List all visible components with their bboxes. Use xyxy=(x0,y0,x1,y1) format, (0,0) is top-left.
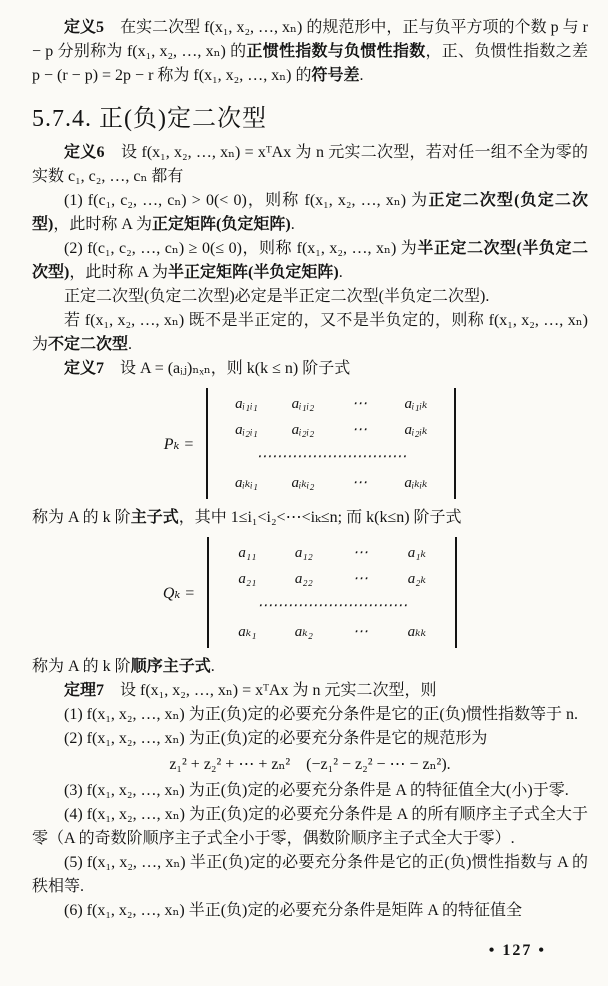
matrix-cell: a₁ₖ xyxy=(407,545,426,561)
matrix-qk-determinant xyxy=(207,537,457,648)
text-run: 正定矩阵(负定矩阵) xyxy=(152,216,291,233)
matrix-cell: ⋯ xyxy=(351,422,367,439)
paragraph-definition-6 xyxy=(32,141,588,189)
matrix-row xyxy=(219,619,445,645)
matrix-cell: ⋯ xyxy=(351,396,367,412)
text-run: (1) f(x₁, x₂, …, xₙ) 为正(负)定的必要充分条件是它的正(负)惯性指数等于 n. xyxy=(64,706,579,723)
text-run: 设 f(x₁, x₂, …, xₙ) = xᵀAx 为 n 元实二次型，则 xyxy=(104,682,437,699)
matrix-cell: ⋯ xyxy=(351,474,367,491)
matrix-qk-label: Qₖ = xyxy=(162,584,196,602)
text-run: 符号差 xyxy=(311,67,360,84)
paragraph-theorem-7 xyxy=(32,679,588,703)
matrix-cell: aᵢₖᵢ₁ xyxy=(234,474,258,491)
text-run: . xyxy=(128,336,133,353)
text-run: (3) f(x₁, x₂, …, xₙ) 为正(负)定的必要充分条件是 A 的特征值全大(小)于零. xyxy=(64,782,569,799)
matrix-qk-block xyxy=(32,537,588,648)
matrix-row xyxy=(219,566,445,592)
matrix-cell: a₂ₖ xyxy=(407,571,426,588)
paragraph-definition-5 xyxy=(32,16,588,88)
matrix-row xyxy=(218,417,444,443)
theorem-7-item-3 xyxy=(32,779,588,803)
matrix-cell: aₖ₂ xyxy=(294,623,313,640)
matrix-cell: ⋯ xyxy=(352,545,368,561)
text-run: 正定二次型(负定二次型) xyxy=(32,192,588,233)
text-run: ，正、负惯性指数之差 p − (r − p) = 2p − r 称为 f(x₁, x₂, …, xₙ) 的 xyxy=(32,43,588,84)
text-run: (2) f(c₁, c₂, …, cₙ) ≥ 0(≤ 0)，则称 f(x₁, x₂, …, xₙ) 为 xyxy=(64,240,418,257)
text-run: 顺序主子式 xyxy=(130,658,211,675)
text-run: (2) f(x₁, x₂, …, xₙ) 为正(负)定的必要充分条件是它的规范形为 xyxy=(64,730,488,747)
text-run: 设 A = (aᵢⱼ)ₙₓₙ，则 k(k ≤ n) 阶子式 xyxy=(104,360,351,377)
matrix-cell: aᵢ₁ᵢₖ xyxy=(404,396,428,412)
matrix-pk-label: Pₖ = xyxy=(163,435,195,453)
matrix-cell: aᵢₖᵢ₂ xyxy=(291,474,315,491)
definition-6-item-2 xyxy=(32,237,588,285)
text-run: . xyxy=(210,658,215,675)
text-run: 正定二次型(负定二次型)必定是半正定二次型(半负定二次型). xyxy=(64,288,490,305)
matrix-cell: aₖₖ xyxy=(407,623,427,640)
matrix-cell: aᵢ₂ᵢ₁ xyxy=(235,422,258,439)
matrix-row xyxy=(218,470,444,496)
theorem-7-item-1 xyxy=(32,703,588,727)
page-number: • 127 • xyxy=(488,942,546,959)
matrix-cell: a₁₂ xyxy=(294,545,313,561)
matrix-row xyxy=(218,444,444,470)
text-run: 定理7 xyxy=(64,682,105,699)
text-run: 定义5 xyxy=(64,19,105,36)
text-run: 主子式 xyxy=(130,509,179,526)
text-run: 若 f(x₁, x₂, …, xₙ) 既不是半正定的，又不是半负定的，则称 f(x₁, x₂, …, xₙ) 为 xyxy=(32,312,588,353)
section-heading: 5.7.4. 正(负)定二次型 xyxy=(32,106,267,132)
text-run: 在实二次型 f(x₁, x₂, …, xₙ) 的规范形中，正与负平方项的个数 p 与 r − p 分别称为 f(x₁, x₂, …, xₙ) 的 xyxy=(32,19,588,60)
matrix-cell: aᵢₖᵢₖ xyxy=(404,474,428,491)
definition-6-item-1 xyxy=(32,189,588,237)
matrix-cell: ⋯ xyxy=(352,571,368,588)
text-run: ，此时称 A 为 xyxy=(69,264,169,281)
text-run: . xyxy=(359,67,364,84)
paragraph-indefinite xyxy=(32,309,588,357)
text-run: (6) f(x₁, x₂, …, xₙ) 半正(负)定的必要充分条件是矩阵 A 的特征值全 xyxy=(64,902,523,919)
matrix-cell: aᵢ₂ᵢ₂ xyxy=(291,422,315,439)
matrix-cell: ⋯⋯⋯⋯⋯⋯⋯⋯⋯⋯ xyxy=(256,448,407,465)
theorem-7-item-6 xyxy=(32,899,588,923)
text-run: ，其中 1≤i₁<i₂<⋯<iₖ≤n; 而 k(k≤n) 阶子式 xyxy=(178,509,462,526)
text-run: 定义7 xyxy=(64,360,105,377)
text-run: 定义6 xyxy=(64,144,105,161)
matrix-cell: aₖ₁ xyxy=(238,623,257,640)
text-run: (1) f(c₁, c₂, …, cₙ) > 0(< 0)，则称 f(x₁, x₂, …, xₙ) 为 xyxy=(64,192,429,209)
matrix-cell: a₂₁ xyxy=(238,571,257,588)
text-run: 正惯性指数与负惯性指数 xyxy=(246,43,426,60)
paragraph-pk-caption xyxy=(32,506,588,530)
matrix-pk-block xyxy=(32,388,588,499)
text-run: 称为 A 的 k 阶 xyxy=(32,658,131,675)
matrix-row xyxy=(219,540,445,566)
text-run: (5) f(x₁, x₂, …, xₙ) 半正(负)定的必要充分条件是它的正(负)惯性指数与 A 的秩相等. xyxy=(32,854,588,895)
theorem-7-item-5 xyxy=(32,851,588,899)
paragraph-definition-7 xyxy=(32,357,588,381)
theorem-7-item-4 xyxy=(32,803,588,851)
matrix-cell: a₁₁ xyxy=(238,545,257,561)
text-run: 半正定矩阵(半负定矩阵) xyxy=(168,264,339,281)
canonical-form-formula: z₁² + z₂² + ⋯ + zₙ² (−z₁² − z₂² − ⋯ − zₙ²). xyxy=(169,756,451,773)
paragraph-qk-caption xyxy=(32,655,588,679)
matrix-row xyxy=(219,593,445,619)
text-run: ，此时称 A 为 xyxy=(53,216,153,233)
theorem-7-item-2 xyxy=(32,727,588,751)
matrix-cell: ⋯⋯⋯⋯⋯⋯⋯⋯⋯⋯ xyxy=(257,597,408,614)
matrix-pk-determinant xyxy=(206,388,456,499)
text-run: 不定二次型 xyxy=(48,336,129,353)
matrix-cell: aᵢ₁ᵢ₁ xyxy=(235,396,258,412)
matrix-cell: aᵢ₂ᵢₖ xyxy=(404,422,428,439)
text-run: (4) f(x₁, x₂, …, xₙ) 为正(负)定的必要充分条件是 A 的所有顺序主子式全大于零（A 的奇数阶顺序主子式全小于零，偶数阶顺序主子式全大于零）. xyxy=(32,806,588,847)
text-run: . xyxy=(338,264,343,281)
text-run: 设 f(x₁, x₂, …, xₙ) = xᵀAx 为 n 元实二次型，若对任一组不全为零的实数 c₁, c₂, …, cₙ 都有 xyxy=(32,144,588,185)
text-run: 半正定二次型(半负定二次型) xyxy=(32,240,588,281)
matrix-row xyxy=(218,391,444,417)
paragraph-note xyxy=(32,285,588,309)
matrix-cell: aᵢ₁ᵢ₂ xyxy=(291,396,315,412)
text-run: . xyxy=(290,216,295,233)
matrix-cell: a₂₂ xyxy=(294,571,313,588)
matrix-cell: ⋯ xyxy=(352,623,368,640)
text-run: 称为 A 的 k 阶 xyxy=(32,509,131,526)
